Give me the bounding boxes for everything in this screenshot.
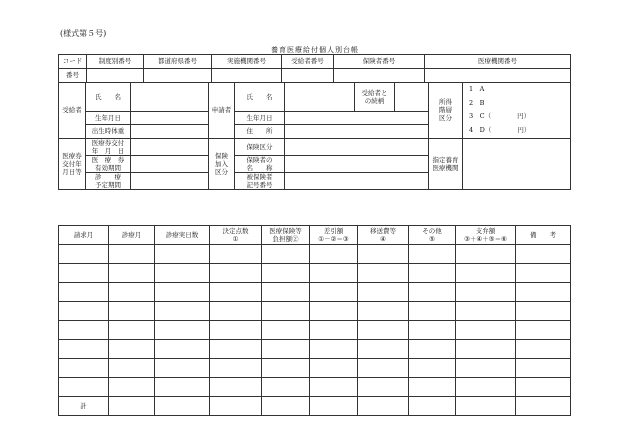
billing-row bbox=[59, 321, 571, 340]
billing-cell[interactable] bbox=[516, 340, 571, 359]
billing-cell[interactable] bbox=[456, 302, 516, 321]
applicant-name-field[interactable] bbox=[285, 83, 355, 112]
relation-field[interactable] bbox=[395, 83, 429, 112]
billing-cell[interactable] bbox=[358, 378, 409, 397]
insurer-number-field[interactable] bbox=[334, 69, 425, 83]
billing-cell[interactable] bbox=[358, 359, 409, 378]
valid-period-field[interactable] bbox=[131, 155, 209, 172]
valid-period-label: 医 療 券 有効期間 bbox=[86, 155, 131, 172]
insurance-section-label: 保険 加入 区分 bbox=[209, 138, 235, 190]
billing-cell[interactable] bbox=[155, 245, 210, 264]
recipient-info-table bbox=[58, 82, 571, 190]
billing-cell[interactable] bbox=[310, 302, 358, 321]
billing-cell[interactable] bbox=[409, 302, 456, 321]
billing-cell[interactable] bbox=[109, 264, 155, 283]
billing-cell[interactable] bbox=[210, 283, 262, 302]
total-cell[interactable] bbox=[210, 397, 262, 416]
billing-cell[interactable] bbox=[310, 321, 358, 340]
billing-cell[interactable] bbox=[358, 283, 409, 302]
billing-cell[interactable] bbox=[210, 264, 262, 283]
income-option-b[interactable]: 2 B bbox=[469, 98, 485, 107]
birth-weight-field[interactable] bbox=[131, 125, 209, 139]
header-insurance-burden: 医療保険等 負担額② bbox=[262, 226, 310, 245]
system-number-field[interactable] bbox=[87, 69, 144, 83]
designated-institution-field[interactable] bbox=[463, 138, 571, 190]
billing-cell[interactable] bbox=[59, 321, 109, 340]
insured-number-label: 被保険者 記号番号 bbox=[235, 173, 285, 190]
total-cell[interactable] bbox=[358, 397, 409, 416]
insured-number-field[interactable] bbox=[285, 173, 429, 190]
number-label: 番号 bbox=[59, 69, 87, 83]
billing-cell[interactable] bbox=[262, 283, 310, 302]
billing-cell[interactable] bbox=[210, 302, 262, 321]
billing-cell[interactable] bbox=[409, 245, 456, 264]
address-label: 住 所 bbox=[235, 125, 285, 139]
planned-period-label: 診 療 予定期間 bbox=[86, 173, 131, 190]
billing-cell[interactable] bbox=[210, 340, 262, 359]
header-transport-cost: 移送費等 ④ bbox=[358, 226, 409, 245]
agency-number-field[interactable] bbox=[212, 69, 282, 83]
ticket-issue-date-field[interactable] bbox=[131, 138, 209, 155]
header-insurer-number: 保険者番号 bbox=[334, 55, 425, 69]
billing-cell[interactable] bbox=[310, 245, 358, 264]
income-option-d[interactable]: 4 D（ 円） bbox=[469, 125, 531, 134]
recipient-name-field[interactable] bbox=[131, 83, 209, 112]
billing-cell[interactable] bbox=[262, 302, 310, 321]
billing-cell[interactable] bbox=[456, 378, 516, 397]
form-number-label: (様式第５号) bbox=[60, 29, 107, 38]
billing-cell[interactable] bbox=[516, 378, 571, 397]
billing-cell[interactable] bbox=[109, 283, 155, 302]
total-cell[interactable] bbox=[516, 397, 571, 416]
recipient-birthdate-label: 生年月日 bbox=[86, 111, 131, 125]
billing-cell[interactable] bbox=[310, 359, 358, 378]
document-title: 養育医療給付個人別台帳 bbox=[271, 46, 359, 54]
total-cell[interactable] bbox=[310, 397, 358, 416]
header-other: その他 ⑤ bbox=[409, 226, 456, 245]
billing-cell[interactable] bbox=[109, 321, 155, 340]
billing-cell[interactable] bbox=[358, 245, 409, 264]
total-cell[interactable] bbox=[109, 397, 155, 416]
recipient-section-label: 受給者 bbox=[59, 83, 86, 139]
billing-row bbox=[59, 378, 571, 397]
header-treatment-month: 診療月 bbox=[109, 226, 155, 245]
billing-cell[interactable] bbox=[59, 264, 109, 283]
billing-cell[interactable] bbox=[155, 340, 210, 359]
prefecture-number-field[interactable] bbox=[144, 69, 212, 83]
header-billing-month: 請求月 bbox=[59, 226, 109, 245]
billing-cell[interactable] bbox=[210, 378, 262, 397]
designated-institution-label: 指定養育 医療機関 bbox=[429, 138, 463, 190]
billing-cell[interactable] bbox=[409, 340, 456, 359]
ticket-issue-date-label: 医療券交付 年 月 日 bbox=[86, 138, 131, 155]
billing-cell[interactable] bbox=[262, 245, 310, 264]
billing-cell[interactable] bbox=[262, 321, 310, 340]
applicant-birthdate-field[interactable] bbox=[285, 111, 429, 125]
header-decided-points: 決定点数 ① bbox=[210, 226, 262, 245]
billing-cell[interactable] bbox=[409, 264, 456, 283]
billing-cell[interactable] bbox=[409, 321, 456, 340]
billing-cell[interactable] bbox=[456, 245, 516, 264]
billing-cell[interactable] bbox=[456, 283, 516, 302]
billing-cell[interactable] bbox=[409, 378, 456, 397]
billing-cell[interactable] bbox=[456, 359, 516, 378]
billing-cell[interactable] bbox=[109, 340, 155, 359]
income-option-a[interactable]: 1 A bbox=[469, 85, 485, 93]
header-payment-amount: 支弁額 ③＋④＋⑤＝⑥ bbox=[456, 226, 516, 245]
total-cell[interactable] bbox=[262, 397, 310, 416]
billing-cell[interactable] bbox=[516, 264, 571, 283]
billing-cell[interactable] bbox=[155, 359, 210, 378]
income-bracket-options[interactable] bbox=[463, 83, 571, 139]
billing-cell[interactable] bbox=[358, 340, 409, 359]
header-treatment-days: 診療実日数 bbox=[155, 226, 210, 245]
billing-row bbox=[59, 264, 571, 283]
total-cell[interactable] bbox=[155, 397, 210, 416]
header-recipient-number: 受給者番号 bbox=[282, 55, 334, 69]
billing-cell[interactable] bbox=[155, 283, 210, 302]
medical-institution-number-field[interactable] bbox=[425, 69, 571, 83]
billing-row bbox=[59, 245, 571, 264]
insurance-category-field[interactable] bbox=[285, 138, 429, 155]
billing-cell[interactable] bbox=[456, 340, 516, 359]
recipient-number-field[interactable] bbox=[282, 69, 334, 83]
billing-cell[interactable] bbox=[262, 340, 310, 359]
income-option-c[interactable]: 3 C（ 円） bbox=[469, 112, 531, 121]
billing-cell[interactable] bbox=[59, 283, 109, 302]
billing-row bbox=[59, 359, 571, 378]
applicant-section-label: 申請者 bbox=[209, 83, 235, 139]
billing-cell[interactable] bbox=[358, 302, 409, 321]
billing-cell[interactable] bbox=[155, 378, 210, 397]
billing-table bbox=[58, 225, 571, 416]
billing-cell[interactable] bbox=[456, 321, 516, 340]
relation-label: 受給者と の続柄 bbox=[355, 83, 395, 112]
total-row bbox=[59, 397, 571, 416]
billing-cell[interactable] bbox=[516, 302, 571, 321]
billing-cell[interactable] bbox=[262, 359, 310, 378]
billing-cell[interactable] bbox=[516, 283, 571, 302]
billing-cell[interactable] bbox=[456, 264, 516, 283]
header-agency-number: 実施機関番号 bbox=[212, 55, 282, 69]
insurer-name-field[interactable] bbox=[285, 155, 429, 172]
billing-cell[interactable] bbox=[210, 359, 262, 378]
recipient-name-label: 氏 名 bbox=[86, 83, 131, 112]
billing-cell[interactable] bbox=[59, 302, 109, 321]
billing-cell[interactable] bbox=[262, 378, 310, 397]
billing-row bbox=[59, 340, 571, 359]
insurer-name-label: 保険者の 名 称 bbox=[235, 155, 285, 172]
recipient-birthdate-field[interactable] bbox=[131, 111, 209, 125]
billing-cell[interactable] bbox=[310, 378, 358, 397]
billing-cell[interactable] bbox=[109, 378, 155, 397]
billing-cell[interactable] bbox=[59, 359, 109, 378]
billing-cell[interactable] bbox=[59, 378, 109, 397]
header-difference: 差引額 ①－②＝③ bbox=[310, 226, 358, 245]
billing-cell[interactable] bbox=[310, 340, 358, 359]
billing-cell[interactable] bbox=[262, 264, 310, 283]
ticket-section-label: 医療券 交付年 月日等 bbox=[59, 138, 86, 190]
code-number-table bbox=[58, 54, 571, 83]
billing-cell[interactable] bbox=[310, 283, 358, 302]
header-system-number: 制度別番号 bbox=[87, 55, 144, 69]
billing-row bbox=[59, 302, 571, 321]
billing-cell[interactable] bbox=[516, 359, 571, 378]
billing-rows bbox=[59, 245, 571, 397]
header-prefecture-number: 都道府県番号 bbox=[144, 55, 212, 69]
billing-cell[interactable] bbox=[358, 264, 409, 283]
header-remarks: 備 考 bbox=[516, 226, 571, 245]
billing-cell[interactable] bbox=[109, 245, 155, 264]
applicant-name-label: 氏 名 bbox=[235, 83, 285, 112]
birth-weight-label: 出生時体重 bbox=[86, 125, 131, 139]
billing-cell[interactable] bbox=[59, 340, 109, 359]
billing-cell[interactable] bbox=[155, 302, 210, 321]
billing-cell[interactable] bbox=[358, 321, 409, 340]
income-bracket-label: 所得 階層 区分 bbox=[429, 83, 463, 139]
total-label: 計 bbox=[59, 397, 109, 416]
planned-period-field[interactable] bbox=[131, 173, 209, 190]
total-cell[interactable] bbox=[409, 397, 456, 416]
billing-cell[interactable] bbox=[210, 321, 262, 340]
billing-cell[interactable] bbox=[155, 264, 210, 283]
code-label: コード bbox=[59, 55, 87, 69]
billing-cell[interactable] bbox=[516, 245, 571, 264]
insurance-category-label: 保険区分 bbox=[235, 138, 285, 155]
billing-header-row bbox=[59, 226, 571, 245]
header-medical-institution-number: 医療機関番号 bbox=[425, 55, 571, 69]
billing-cell[interactable] bbox=[310, 264, 358, 283]
billing-cell[interactable] bbox=[409, 283, 456, 302]
applicant-birthdate-label: 生年月日 bbox=[235, 111, 285, 125]
billing-cell[interactable] bbox=[59, 245, 109, 264]
billing-cell[interactable] bbox=[109, 302, 155, 321]
billing-cell[interactable] bbox=[155, 321, 210, 340]
billing-cell[interactable] bbox=[516, 321, 571, 340]
billing-cell[interactable] bbox=[109, 359, 155, 378]
billing-cell[interactable] bbox=[210, 245, 262, 264]
total-cell[interactable] bbox=[456, 397, 516, 416]
address-field[interactable] bbox=[285, 125, 429, 139]
billing-cell[interactable] bbox=[409, 359, 456, 378]
billing-row bbox=[59, 283, 571, 302]
